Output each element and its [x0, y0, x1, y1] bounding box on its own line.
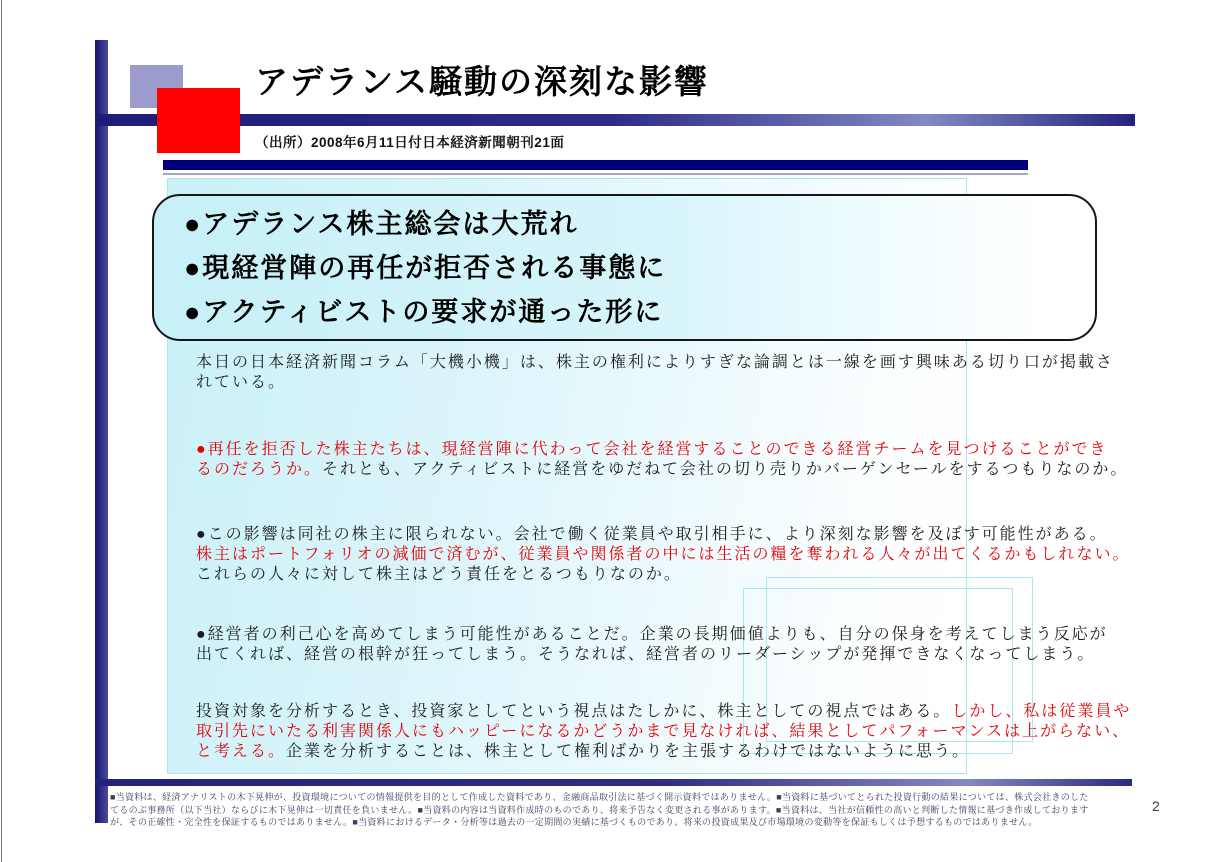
body-paragraph [196, 440, 1128, 480]
footer-line: ■当資料は、経済アナリストの木下晃伸が、投資環境についての情報提供を目的として作成した資料であり、金融商品取引法に基づく開示資料ではありません。■当資料に基づいてとられた投資行動の結果については、株式会社きのした [110, 792, 1089, 802]
text-segment: 企業を分析することは、株主として権利ばかりを主張するわけではないように思う。 [286, 743, 971, 760]
text-segment: 本日の日本経済新聞コラム「大機小機」は、株主の権利によりすぎな論調とは一線を画す興味ある切り口が掲載さ [196, 354, 1114, 371]
text-segment: 出てくれば、経営の根幹が狂ってしまう。そうなれば、経営者のリーダーシップが発揮できなくなってしまう。 [196, 646, 1096, 663]
headline-item: ●アデランス株主総会は大荒れ [184, 209, 579, 239]
text-segment: るのだろうか。 [196, 461, 323, 478]
text-segment: 投資対象を分析するとき、投資家としてという視点はたしかに、株主としての視点ではある。 [196, 703, 952, 720]
headline-box [152, 194, 1097, 341]
text-segment: ●再任を拒否した株主たちは、現経営陣に代わって会社を経営することのできる経営チームを見つけることができ [196, 441, 1108, 458]
footer-line: てるのぶ事務所（以下当社）ならびに木下晃伸は一切責任を負いません。■当資料の内容は当資料作成時のものであり、将来予告なく変更される事があります。■当資料は、当社が信頼性の高いと判断した情報に基づき作成しております [110, 804, 1089, 815]
text-segment: 株主はポートフォリオの減価で済むが、従業員や関係者の中には生活の糧を奪われる人々が出てくるかもしれない。 [196, 546, 1131, 563]
text-segment: これらの人々に対して株主はどう責任をとるつもりなのか。 [196, 566, 682, 583]
section-divider-line [163, 173, 1028, 175]
body-paragraph [196, 702, 1131, 762]
page-number: 2 [1152, 798, 1160, 814]
footer-bar [95, 779, 1132, 786]
red-square [157, 88, 240, 153]
text-segment: それとも、アクティビストに経営をゆだねて会社の切り売りかバーゲンセールをするつもりなのか。 [322, 461, 1129, 478]
text-segment: れている。 [196, 374, 287, 391]
title-underline-bar [95, 114, 1135, 126]
text-segment: 取引先にいたる利害関係人にもハッピーになるかどうかまで見なければ、結果としてパフォーマンスは上がらない、 [196, 723, 1131, 740]
text-segment: ●経営者の利己心を高めてしまう可能性があることだ。企業の長期価値よりも、自分の保身を考えてしまう反応が [196, 626, 1108, 643]
text-segment: ●この影響は同社の株主に限られない。会社で働く従業員や取引相手に、より深刻な影響を及ぼす可能性がある。 [196, 526, 1108, 543]
body-paragraph [196, 525, 1131, 585]
footer-disclaimer [110, 791, 1150, 829]
text-segment: と考える。 [196, 743, 287, 760]
headline-item: ●現経営陣の再任が拒否される事態に [184, 253, 667, 283]
text-segment: しかし、私は従業員や [951, 703, 1132, 720]
headline-item: ●アクティビストの要求が通った形に [184, 297, 664, 327]
footer-line: が、その正確性・完全性を保証するものではありません。■当資料におけるデータ・分析等は過去の一定期間の実績に基づくものであり、将来の投資成果及び市場環境の変動等を保証もしくは予想するものではありません。 [110, 817, 1038, 827]
body-paragraph [196, 625, 1108, 665]
section-divider-bar [163, 160, 1028, 170]
source-caption: （出所）2008年6月11日付日本経済新聞朝刊21面 [255, 135, 565, 150]
left-accent-bar [95, 40, 108, 823]
page-left-border [1, 0, 2, 862]
body-paragraph [196, 353, 1114, 393]
slide-title: アデランス騒動の深刻な影響 [255, 63, 710, 100]
